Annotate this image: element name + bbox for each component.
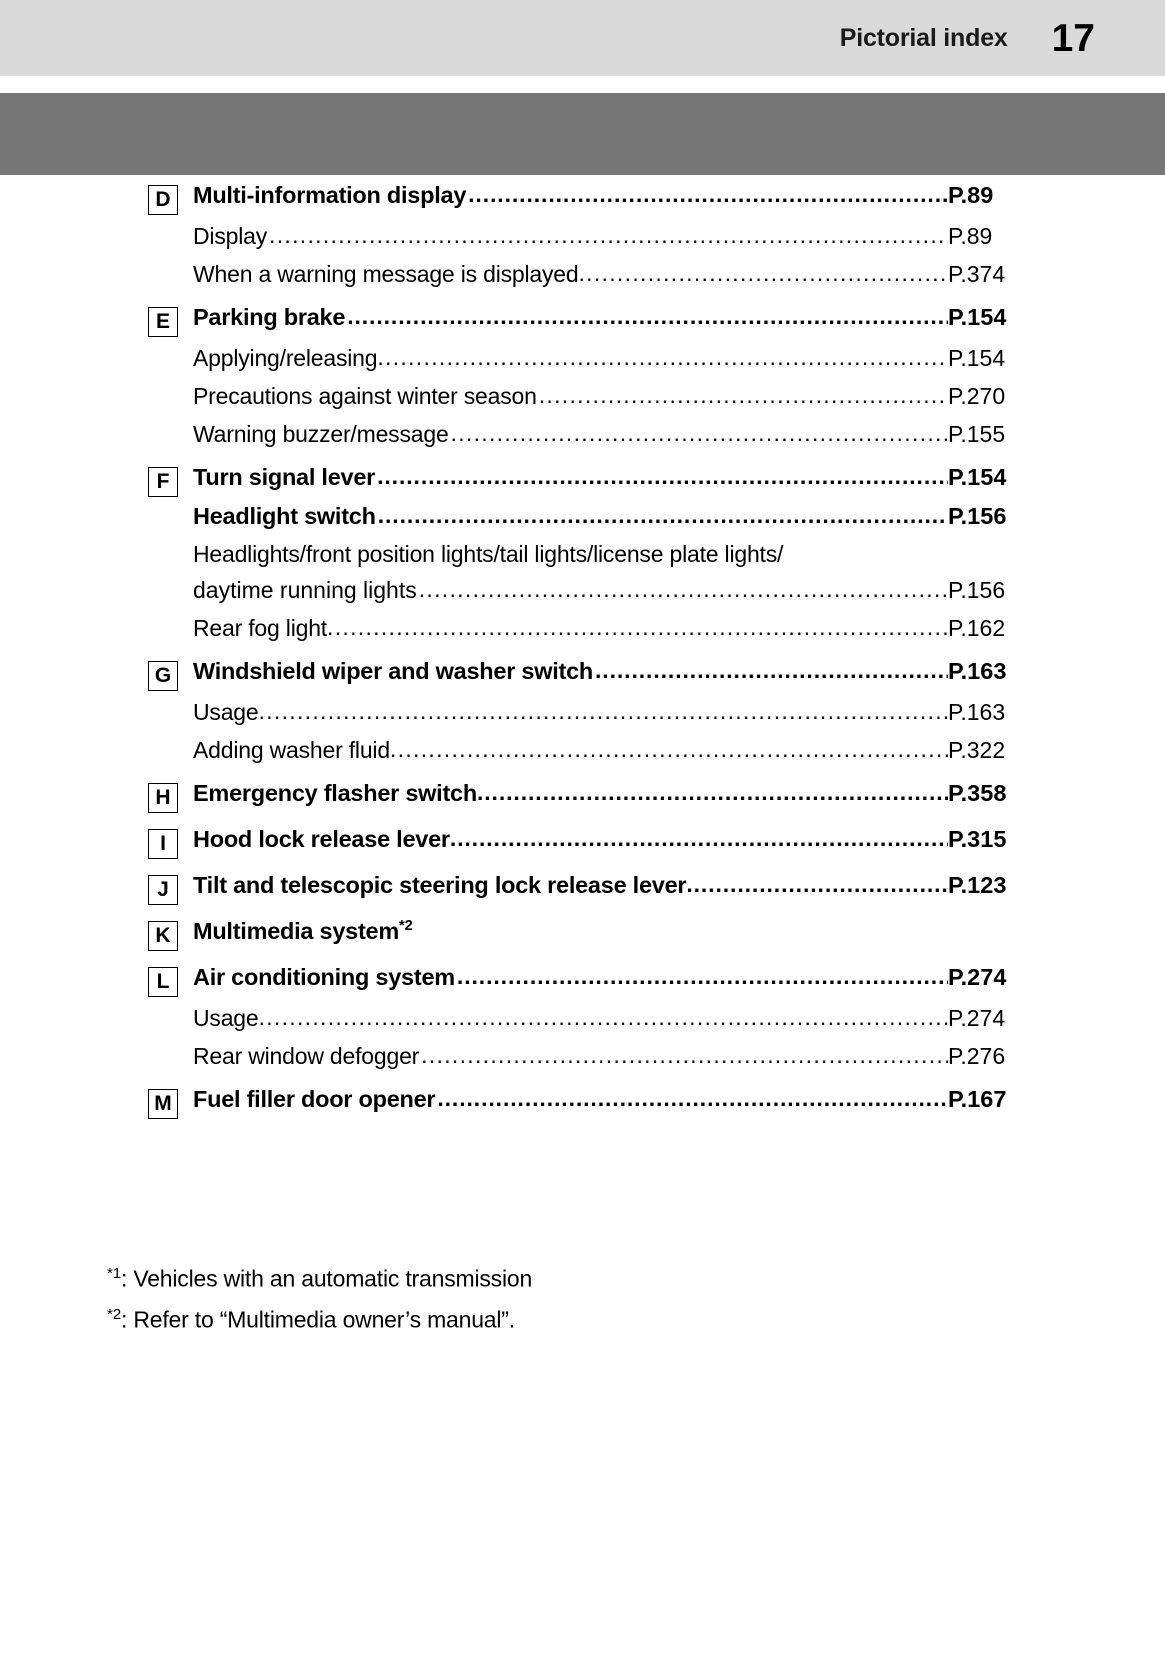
entry-title: Emergency flasher switch [193, 780, 477, 806]
leader-dots [347, 303, 948, 330]
leader-dots [477, 779, 948, 806]
page-reference[interactable]: P.156 [948, 503, 1007, 529]
leader-dots [377, 344, 948, 371]
index-entry-sub[interactable] [0, 615, 1165, 642]
page-reference[interactable]: P.163 [948, 699, 1006, 725]
index-entry-sub[interactable] [0, 383, 1165, 410]
entry-title: Windshield wiper and washer switch [193, 658, 594, 684]
index-entry-sub[interactable] [0, 737, 1165, 764]
entry-letter-badge: H [148, 783, 178, 813]
entry-title: Fuel filler door opener [193, 1086, 436, 1112]
footnote [107, 1306, 1107, 1334]
leader-dots [378, 502, 948, 529]
leader-dots [390, 736, 948, 763]
index-entry-main[interactable] [0, 918, 1165, 948]
page-reference[interactable]: P.322 [948, 737, 1006, 763]
index-entry-main[interactable] [0, 182, 1165, 212]
page-reference[interactable]: P.276 [948, 1043, 1006, 1069]
index-entry-main[interactable] [0, 872, 1165, 902]
entry-subtitle-line: Headlights/front position lights/tail lights/license plate lights/ [193, 541, 784, 567]
index-entry-main[interactable] [0, 780, 1165, 810]
page-reference[interactable]: P.374 [948, 261, 1006, 287]
page-reference[interactable]: P.358 [948, 780, 1007, 806]
page-reference[interactable]: P.167 [948, 1086, 1007, 1112]
entry-letter-badge: G [148, 661, 178, 691]
index-entry-main[interactable] [0, 964, 1165, 994]
entry-letter-badge: E [148, 307, 178, 337]
index-entry-main[interactable] [0, 826, 1165, 856]
leader-dots [539, 382, 948, 409]
page-reference[interactable]: P.154 [948, 304, 1007, 330]
footnote [107, 1265, 1107, 1293]
footnotes-block [107, 1265, 1107, 1346]
index-entry-main[interactable] [0, 1086, 1165, 1116]
page-reference[interactable]: P.156 [948, 577, 1006, 603]
page-reference[interactable]: P.154 [948, 464, 1007, 490]
leader-dots [450, 825, 948, 852]
entry-title: Multimedia system$^{*2}$ [193, 918, 413, 944]
index-entry-sub[interactable] [0, 345, 1165, 372]
page-reference[interactable]: P.89 [948, 223, 993, 249]
page-reference[interactable]: P.123 [948, 872, 1007, 898]
entry-subtitle: Rear fog light [193, 615, 327, 641]
leader-dots [259, 698, 949, 725]
footnote-text: : Refer to “Multimedia owner’s manual”. [120, 1306, 515, 1333]
entry-subtitle: Precautions against winter season [193, 383, 537, 409]
index-entry-sub[interactable] [0, 261, 1165, 288]
page-reference[interactable]: P.274 [948, 964, 1007, 990]
entry-title: Hood lock release lever [193, 826, 450, 852]
entry-letter-badge: F [148, 467, 178, 497]
page-number: 17 [1051, 16, 1095, 60]
entry-title: Tilt and telescopic steering lock release lever [193, 872, 687, 898]
leader-dots [457, 963, 948, 990]
entry-subtitle: Usage [193, 1005, 259, 1031]
section-divider-bar [0, 93, 1165, 175]
page-reference[interactable]: P.274 [948, 1005, 1006, 1031]
index-entry-main[interactable] [0, 503, 1165, 530]
leader-dots [451, 420, 948, 447]
index-entry-main[interactable] [0, 464, 1165, 494]
entry-title: Headlight switch [193, 503, 376, 529]
page-header-band [0, 0, 1165, 76]
footnote-marker: *1 [107, 1265, 121, 1282]
entry-letter-badge: L [148, 967, 178, 997]
index-entry-sub[interactable] [0, 699, 1165, 726]
entry-subtitle: Adding washer fluid [193, 737, 390, 763]
page-reference[interactable]: P.315 [948, 826, 1007, 852]
entry-letter-badge: D [148, 185, 178, 215]
leader-dots [419, 576, 948, 603]
leader-dots [595, 657, 948, 684]
entry-letter-badge: J [148, 875, 178, 905]
entry-subtitle-line [193, 577, 1006, 604]
leader-dots [578, 260, 948, 287]
footnote-text: : Vehicles with an automatic transmission [120, 1265, 533, 1292]
leader-dots [437, 1085, 948, 1112]
index-entry-sub[interactable] [0, 1005, 1165, 1032]
entry-title: Air conditioning system [193, 964, 455, 990]
footnote-marker: *2 [399, 918, 413, 935]
page-reference[interactable]: P.270 [948, 383, 1006, 409]
entry-subtitle: Display [193, 223, 268, 249]
leader-dots [686, 871, 948, 898]
leader-dots [377, 463, 948, 490]
page-reference[interactable]: P.89 [948, 182, 994, 208]
page-reference[interactable]: P.155 [948, 421, 1006, 447]
entry-letter-badge: I [148, 829, 178, 859]
index-entry-sub[interactable] [0, 1043, 1165, 1070]
entry-subtitle: daytime running lights [193, 577, 417, 603]
leader-dots [421, 1042, 948, 1069]
page-reference[interactable]: P.162 [948, 615, 1006, 641]
footnote-marker: *2 [107, 1305, 121, 1323]
leader-dots [269, 222, 948, 249]
entry-letter-badge: K [148, 921, 178, 951]
entry-letter-badge: M [148, 1089, 178, 1119]
index-entry-sub[interactable] [0, 223, 1165, 250]
entry-title: Multi-information display [193, 182, 467, 208]
entry-subtitle: Rear window defogger [193, 1043, 420, 1069]
entry-subtitle: Warning buzzer/message [193, 421, 449, 447]
page-reference[interactable]: P.154 [948, 345, 1006, 371]
entry-subtitle: Usage [193, 699, 259, 725]
index-entry-sub[interactable] [0, 541, 1165, 604]
entry-subtitle: When a warning message is displayed [193, 261, 579, 287]
index-entry-main[interactable] [0, 304, 1165, 334]
leader-dots [468, 181, 948, 208]
index-entry-main[interactable] [0, 658, 1165, 688]
index-entry-sub[interactable] [0, 421, 1165, 448]
leader-dots [259, 1004, 949, 1031]
page-reference[interactable]: P.163 [948, 658, 1007, 684]
entry-title: Turn signal lever [193, 464, 376, 490]
pictorial-index-list [0, 182, 1165, 1116]
entry-subtitle: Applying/releasing [193, 345, 378, 371]
leader-dots [327, 614, 948, 641]
page-header-title: Pictorial index [839, 23, 1008, 52]
entry-title: Parking brake [193, 304, 346, 330]
